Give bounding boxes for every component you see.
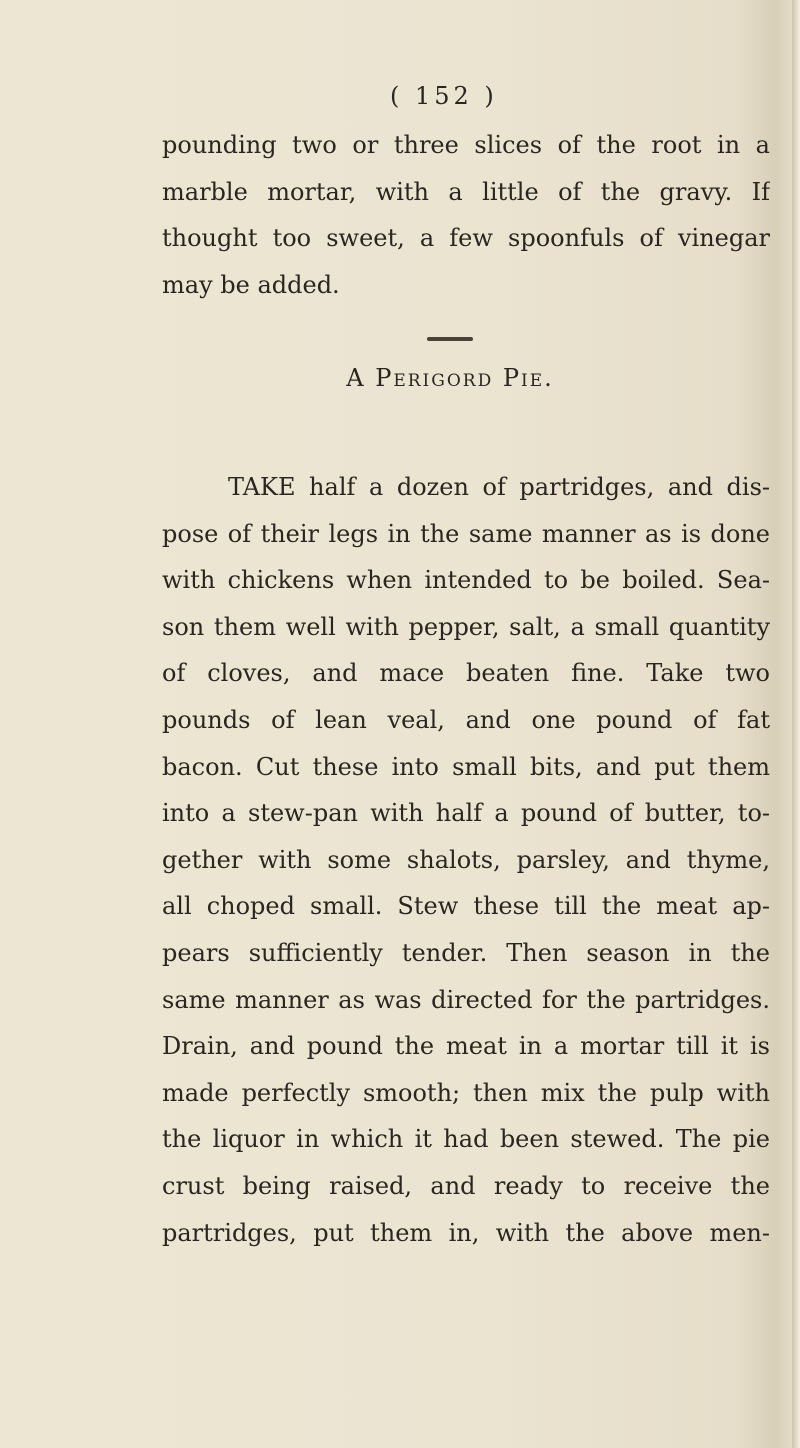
recipe-paragraph [162,464,770,1256]
page-number: ( 152 ) [390,82,498,110]
text-line: partridges, put them in, with the above men- [162,1218,770,1247]
text-line: may be added. [162,270,340,299]
section-divider [427,337,473,341]
text-line: bacon. Cut these into small bits, and put them [162,752,770,781]
text-line: with chickens when intended to be boiled. Sea- [162,566,770,595]
text-line: pounds of lean veal, and one pound of fat [162,705,770,734]
text-line: same manner as was directed for the partridges. [162,985,770,1014]
text-line: pears sufficiently tender. Then season in the [162,938,770,967]
text-line: TAKE half a dozen of partridges, and dis- [228,473,770,501]
text-line: pounding two or three slices of the root in a [162,131,770,159]
text-line: the liquor in which it had been stewed. The pie [162,1125,770,1154]
top-paragraph [162,122,770,308]
text-line: pose of their legs in the same manner as is done [162,519,770,548]
text-line: son them well with pepper, salt, a small quantity [162,612,770,641]
text-line: crust being raised, and ready to receive the [162,1171,770,1200]
text-line: made perfectly smooth; then mix the pulp with [162,1078,770,1107]
text-line: all choped small. Stew these till the meat ap- [162,892,770,921]
text-line: of cloves, and mace beaten fine. Take two [162,659,770,688]
text-line: marble mortar, with a little of the gravy. If [162,177,770,206]
text-line: thought too sweet, a few spoonfuls of vinegar [162,224,770,253]
recipe-heading: A Perigord Pie. [346,364,554,392]
page-edge-shadow [792,0,800,1448]
text-line: gether with some shalots, parsley, and thyme, [162,845,770,874]
text-line: into a stew-pan with half a pound of butter, to- [162,799,770,828]
text-line: Drain, and pound the meat in a mortar till it is [162,1032,770,1061]
